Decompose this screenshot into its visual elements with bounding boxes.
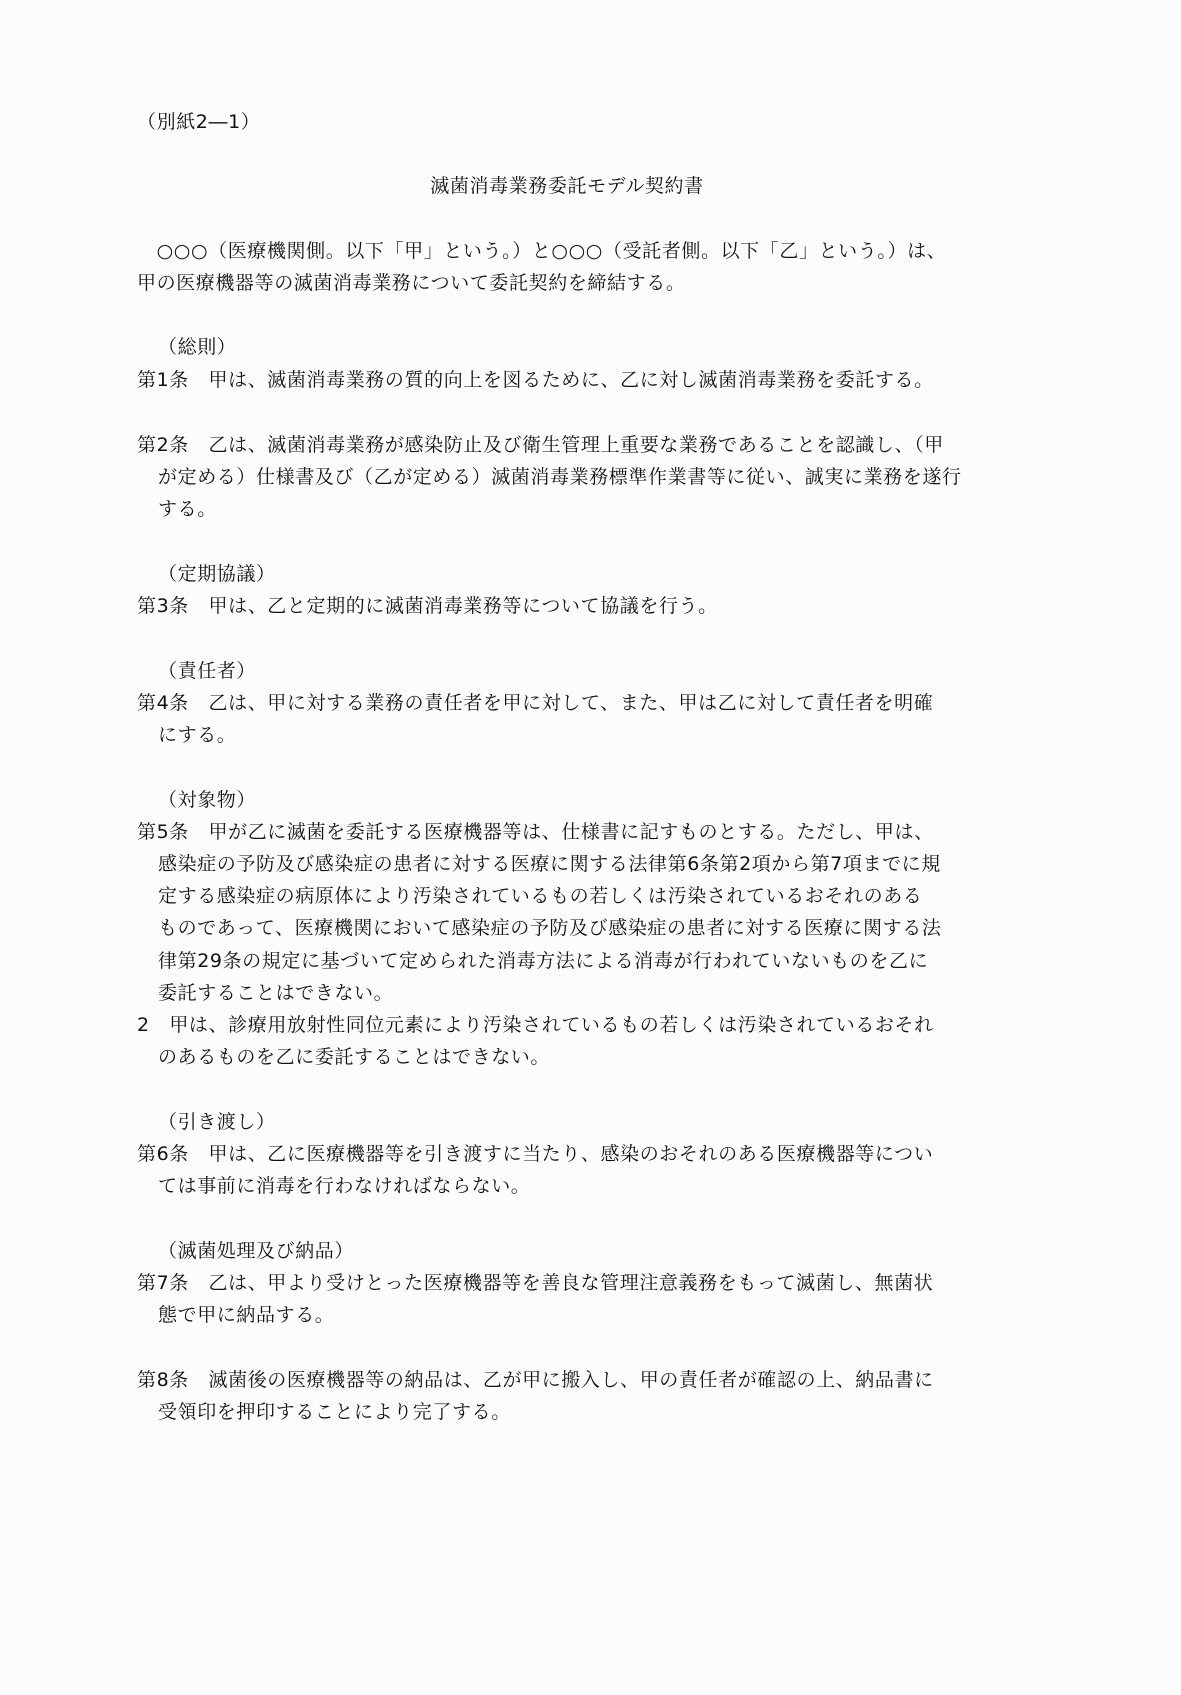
article-text: 甲は、乙と定期的に滅菌消毒業務等について協議を行う。: [208, 595, 718, 617]
section-heading-general: （総則）: [158, 336, 237, 358]
article-1: [137, 368, 934, 392]
section-heading-target-items: （対象物）: [158, 789, 257, 811]
article-5-line-5: 律第29条の規定に基づいて定められた消毒方法による消毒が行われていないものを乙に: [158, 950, 929, 972]
article-text: 甲が乙に滅菌を委託する医療機器等は、仕様書に記すものとする。ただし、甲は、: [208, 821, 934, 843]
article-text: 乙は、甲に対する業務の責任者を甲に対して、また、甲は乙に対して責任者を明確: [208, 692, 934, 714]
article-5-line-3: 定する感染症の病原体により汚染されているもの若しくは汚染されているおそれのある: [158, 885, 923, 907]
preamble-line-2: 甲の医療機器等の滅菌消毒業務について委託契約を締結する。: [137, 272, 686, 294]
section-heading-responsible-person: （責任者）: [158, 660, 257, 682]
article-5-paragraph-2-line-2: のあるものを乙に委託することはできない。: [158, 1046, 551, 1068]
paragraph-number: 2: [137, 1014, 150, 1036]
article-number: 第1条: [137, 369, 189, 391]
document-title: 滅菌消毒業務委託モデル契約書: [430, 175, 704, 197]
article-text: 滅菌後の医療機器等の納品は、乙が甲に搬入し、甲の責任者が確認の上、納品書に: [208, 1369, 934, 1391]
article-number: 第7条: [137, 1272, 189, 1294]
article-number: 第5条: [137, 821, 189, 843]
paragraph-text: 甲は、診療用放射性同位元素により汚染されているもの若しくは汚染されているおそれ: [169, 1014, 934, 1036]
article-5-paragraph-2: [137, 1013, 934, 1037]
article-2-line-2: が定める）仕様書及び（乙が定める）滅菌消毒業務標準作業書等に従い、誠実に業務を遂行: [158, 466, 962, 488]
article-2: [137, 433, 944, 457]
article-5-line-6: 委託することはできない。: [158, 982, 394, 1004]
article-number: 第6条: [137, 1143, 189, 1165]
annex-label: （別紙2―1）: [137, 111, 261, 133]
article-7-line-2: 態で甲に納品する。: [158, 1304, 335, 1326]
article-6: [137, 1142, 933, 1166]
article-number: 第2条: [137, 434, 189, 456]
article-text: 甲は、乙に医療機器等を引き渡すに当たり、感染のおそれのある医療機器等につい: [208, 1143, 934, 1165]
article-number: 第4条: [137, 692, 189, 714]
article-number: 第8条: [137, 1369, 189, 1391]
article-4: [137, 691, 933, 715]
article-number: 第3条: [137, 595, 189, 617]
article-8: [137, 1368, 934, 1392]
article-4-line-2: にする。: [158, 724, 237, 746]
preamble-line-1: ○○○（医療機関側。以下「甲」という。）と○○○（受託者側。以下「乙」という。）は、: [137, 240, 947, 262]
section-heading-regular-consultation: （定期協議）: [158, 563, 276, 585]
article-8-line-2: 受領印を押印することにより完了する。: [158, 1401, 511, 1423]
article-text: 乙は、甲より受けとった医療機器等を善良な管理注意義務をもって滅菌し、無菌状: [208, 1272, 934, 1294]
article-6-line-2: ては事前に消毒を行わなければならない。: [158, 1175, 531, 1197]
article-5-line-4: ものであって、医療機関において感染症の予防及び感染症の患者に対する医療に関する法: [158, 917, 942, 939]
article-5-line-2: 感染症の予防及び感染症の患者に対する医療に関する法律第6条第2項から第7項までに規: [158, 853, 941, 875]
article-text: 甲は、滅菌消毒業務の質的向上を図るために、乙に対し滅菌消毒業務を委託する。: [208, 369, 934, 391]
article-2-line-3: する。: [158, 498, 217, 520]
article-3: [137, 594, 718, 618]
section-heading-handover: （引き渡し）: [158, 1111, 276, 1133]
article-text: 乙は、滅菌消毒業務が感染防止及び衛生管理上重要な業務であることを認識し、（甲: [208, 434, 944, 456]
article-7: [137, 1271, 933, 1295]
section-heading-sterilization-delivery: （滅菌処理及び納品）: [158, 1240, 355, 1262]
article-5: [137, 820, 934, 844]
